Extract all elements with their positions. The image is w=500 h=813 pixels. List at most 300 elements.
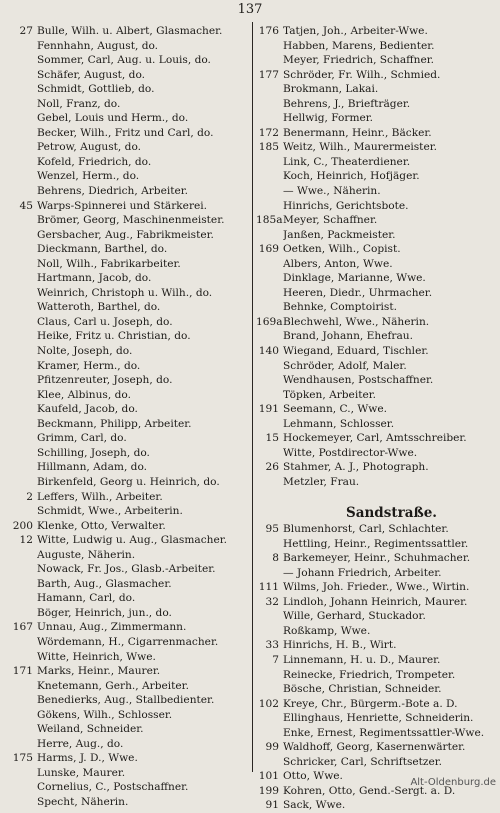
resident-text: Dieckmann, Barthel, do. xyxy=(37,243,168,256)
house-number xyxy=(256,475,283,490)
house-number xyxy=(0,795,37,810)
house-number xyxy=(256,417,283,432)
street-name: Sandstraße. xyxy=(346,505,437,522)
house-number xyxy=(0,475,37,490)
house-number: 91 xyxy=(265,799,279,812)
house-number xyxy=(256,668,283,683)
directory-entry xyxy=(256,402,500,417)
directory-entry xyxy=(256,653,500,668)
house-number: 27 xyxy=(19,25,33,37)
directory-entry xyxy=(256,697,500,712)
directory-entry xyxy=(256,111,500,126)
directory-entry xyxy=(0,242,252,257)
resident-text: Auguste, Näherin. xyxy=(37,548,136,561)
house-number xyxy=(256,53,283,68)
directory-entry xyxy=(0,766,252,781)
house-number xyxy=(0,402,37,417)
directory-entry xyxy=(256,271,500,286)
directory-entry xyxy=(0,228,252,243)
directory-entry xyxy=(0,126,252,141)
directory-entry xyxy=(256,755,500,770)
resident-text: Otto, Wwe. xyxy=(283,770,343,783)
directory-entry xyxy=(256,329,500,344)
directory-entry xyxy=(256,53,500,68)
resident-text: Meyer, Friedrich, Schaffner. xyxy=(283,54,435,67)
resident-text: Hillmann, Adam, do. xyxy=(37,461,148,474)
resident-text: Sommer, Carl, Aug. u. Louis, do. xyxy=(37,54,211,67)
resident-text: Metzler, Frau. xyxy=(283,475,360,488)
resident-text: Klee, Albinus, do. xyxy=(37,388,131,401)
house-number xyxy=(0,315,37,330)
house-number: 101 xyxy=(258,770,279,783)
house-number xyxy=(0,562,37,577)
resident-text: Becker, Wilh., Fritz und Carl, do. xyxy=(37,126,214,139)
resident-text: Dinklage, Marianne, Wwe. xyxy=(283,272,426,285)
resident-text: — Wwe., Näherin. xyxy=(283,185,381,198)
resident-text: Nowack, Fr. Jos., Glasb.-Arbeiter. xyxy=(37,563,216,576)
directory-entry xyxy=(0,780,252,795)
directory-entry xyxy=(0,737,252,752)
resident-text: Weinrich, Christoph u. Wilh., do. xyxy=(37,286,213,299)
directory-entry xyxy=(256,39,500,54)
directory-entry xyxy=(0,184,252,199)
directory-entry xyxy=(256,388,500,403)
directory-entry xyxy=(0,68,252,83)
resident-text: Schmidt, Gottlieb, do. xyxy=(37,83,155,96)
house-number xyxy=(256,388,283,403)
resident-text: Schricker, Carl, Schriftsetzer. xyxy=(283,755,443,768)
resident-text: Marks, Heinr., Maurer. xyxy=(37,665,161,678)
directory-entry xyxy=(0,475,252,490)
resident-text: Beckmann, Philipp, Arbeiter. xyxy=(37,417,192,430)
directory-entry xyxy=(0,402,252,417)
resident-text: Birkenfeld, Georg u. Heinrich, do. xyxy=(37,475,220,488)
house-number xyxy=(256,359,283,374)
house-number xyxy=(0,635,37,650)
directory-entry xyxy=(0,620,252,635)
directory-entry xyxy=(0,650,252,665)
directory-entry xyxy=(256,199,500,214)
house-number xyxy=(256,82,283,97)
house-number xyxy=(0,97,37,112)
resident-text: Böger, Heinrich, jun., do. xyxy=(37,606,172,619)
house-number xyxy=(0,606,37,621)
house-number xyxy=(256,300,283,315)
resident-text: Noll, Franz, do. xyxy=(37,97,121,110)
house-number xyxy=(256,711,283,726)
directory-entry xyxy=(0,562,252,577)
watermark: Alt-Oldenburg.de xyxy=(410,777,496,788)
directory-entry xyxy=(0,679,252,694)
house-number xyxy=(256,257,283,272)
house-number xyxy=(256,446,283,461)
directory-entry xyxy=(0,548,252,563)
house-number xyxy=(0,417,37,432)
resident-text: Enke, Ernest, Regimentssattler-Wwe. xyxy=(283,726,485,739)
house-number xyxy=(0,650,37,665)
house-number xyxy=(0,504,37,519)
house-number xyxy=(0,359,37,374)
resident-text: Barth, Aug., Glasmacher. xyxy=(37,577,172,590)
house-number: 15 xyxy=(265,432,279,445)
house-number xyxy=(0,693,37,708)
house-number xyxy=(0,82,37,97)
resident-text: Hinrichs, H. B., Wirt. xyxy=(283,639,397,652)
house-number xyxy=(0,548,37,563)
directory-entry xyxy=(256,446,500,461)
resident-text: — Johann Friedrich, Arbeiter. xyxy=(283,566,442,579)
directory-entry xyxy=(256,566,500,581)
resident-text: Wenzel, Herm., do. xyxy=(37,170,140,183)
directory-entry xyxy=(256,490,500,505)
resident-text: Benedierks, Aug., Stallbedienter. xyxy=(37,694,215,707)
house-number xyxy=(0,679,37,694)
street-heading xyxy=(256,504,500,522)
house-number: 172 xyxy=(258,126,279,139)
house-number xyxy=(0,68,37,83)
resident-text: Lehmann, Schlosser. xyxy=(283,417,395,430)
house-number: 26 xyxy=(265,461,279,474)
resident-text: Specht, Näherin. xyxy=(37,795,129,808)
directory-entry xyxy=(0,329,252,344)
directory-entry xyxy=(0,24,252,39)
resident-text: Heike, Fritz u. Christian, do. xyxy=(37,330,191,343)
resident-text: Tatjen, Joh., Arbeiter-Wwe. xyxy=(283,25,428,37)
house-number xyxy=(256,155,283,170)
resident-text: Nolte, Joseph, do. xyxy=(37,345,133,358)
directory-entry xyxy=(256,595,500,610)
resident-text: Blechwehl, Wwe., Näherin. xyxy=(283,315,430,328)
house-number xyxy=(256,329,283,344)
directory-entry xyxy=(0,591,252,606)
house-number xyxy=(0,140,37,155)
directory-entry xyxy=(0,213,252,228)
resident-text: Herre, Aug., do. xyxy=(37,737,124,750)
column-divider xyxy=(252,22,253,772)
directory-entry xyxy=(256,417,500,432)
directory-entry xyxy=(256,475,500,490)
directory-entry xyxy=(256,580,500,595)
house-number xyxy=(256,537,283,552)
resident-text: Brand, Johann, Ehefrau. xyxy=(283,330,413,343)
house-number xyxy=(0,577,37,592)
resident-text: Ellinghaus, Henriette, Schneiderin. xyxy=(283,712,474,725)
resident-text: Habben, Marens, Bedienter. xyxy=(283,39,435,52)
resident-text: Janßen, Packmeister. xyxy=(283,228,396,241)
house-number: 175 xyxy=(12,752,33,765)
house-number: 191 xyxy=(258,403,279,416)
house-number xyxy=(0,737,37,752)
directory-entry xyxy=(0,795,252,810)
house-number xyxy=(0,591,37,606)
house-number xyxy=(0,53,37,68)
house-number: 111 xyxy=(258,581,279,594)
directory-entry xyxy=(256,155,500,170)
resident-text: Watteroth, Barthel, do. xyxy=(37,301,161,314)
house-number xyxy=(256,755,283,770)
directory-entry xyxy=(256,522,500,537)
resident-text: Wilms, Joh. Frieder., Wwe., Wirtin. xyxy=(283,581,470,594)
directory-entry xyxy=(256,184,500,199)
directory-entry xyxy=(0,315,252,330)
directory-entry xyxy=(256,460,500,475)
directory-entry xyxy=(0,708,252,723)
resident-text: Bösche, Christian, Schneider. xyxy=(283,683,442,696)
resident-text: Behrens, Diedrich, Arbeiter. xyxy=(37,185,189,198)
house-number xyxy=(256,184,283,199)
house-number xyxy=(0,242,37,257)
resident-text: Pfitzenreuter, Joseph, do. xyxy=(37,374,173,387)
house-number xyxy=(0,155,37,170)
resident-text: Stahmer, A. J., Photograph. xyxy=(283,461,429,474)
directory-entry xyxy=(0,519,252,534)
directory-entry xyxy=(0,111,252,126)
resident-text: Wendhausen, Postschaffner. xyxy=(283,374,434,387)
resident-text: Lunske, Maurer. xyxy=(37,766,126,779)
directory-entry xyxy=(256,82,500,97)
directory-entry xyxy=(256,242,500,257)
resident-text: Schröder, Adolf, Maler. xyxy=(283,359,407,372)
directory-entry xyxy=(256,551,500,566)
resident-text: Blumenhorst, Carl, Schlachter. xyxy=(283,523,449,536)
house-number xyxy=(0,169,37,184)
directory-entry xyxy=(0,155,252,170)
resident-text: Hellwig, Former. xyxy=(283,112,374,125)
left-column xyxy=(0,24,252,810)
house-number xyxy=(256,111,283,126)
house-number xyxy=(0,766,37,781)
directory-entry xyxy=(0,373,252,388)
resident-text: Bulle, Wilh. u. Albert, Glasmacher. xyxy=(37,25,223,37)
house-number xyxy=(0,228,37,243)
resident-text: Knetemann, Gerh., Arbeiter. xyxy=(37,679,189,692)
resident-text: Gökens, Wilh., Schlosser. xyxy=(37,708,173,721)
directory-entry xyxy=(0,533,252,548)
right-column xyxy=(256,24,500,813)
house-number xyxy=(0,329,37,344)
directory-entry xyxy=(0,140,252,155)
house-number: 12 xyxy=(19,534,33,547)
directory-entry xyxy=(256,286,500,301)
house-number: 199 xyxy=(258,784,279,797)
house-number: 7 xyxy=(272,653,279,666)
directory-entry xyxy=(0,388,252,403)
resident-text: Kramer, Herm., do. xyxy=(37,359,141,372)
resident-text: Unnau, Aug., Zimmermann. xyxy=(37,621,187,634)
resident-text: Reinecke, Friedrich, Trompeter. xyxy=(283,668,456,681)
resident-text: Behrens, J., Briefträger. xyxy=(283,97,411,110)
house-number xyxy=(256,39,283,54)
page-number: 137 xyxy=(237,2,263,17)
resident-text: Lindloh, Johann Heinrich, Maurer. xyxy=(283,595,468,608)
resident-text: Albers, Anton, Wwe. xyxy=(283,257,393,270)
directory-entry xyxy=(0,722,252,737)
directory-entry xyxy=(256,68,500,83)
resident-text: Töpken, Arbeiter. xyxy=(283,388,377,401)
resident-text: Weiland, Schneider. xyxy=(37,723,144,736)
directory-entry xyxy=(0,257,252,272)
directory-entry xyxy=(0,39,252,54)
directory-entry xyxy=(256,344,500,359)
resident-text: Meyer, Schaffner. xyxy=(283,214,378,227)
directory-entry xyxy=(0,635,252,650)
resident-text: Fennhahn, August, do. xyxy=(37,39,159,52)
resident-text: Oetken, Wilh., Copist. xyxy=(283,243,401,256)
house-number xyxy=(256,682,283,697)
house-number: 32 xyxy=(265,595,279,608)
house-number xyxy=(256,490,283,505)
directory-entry xyxy=(256,638,500,653)
directory-entry xyxy=(0,344,252,359)
resident-text: Kaufeld, Jacob, do. xyxy=(37,403,138,416)
house-number: 99 xyxy=(265,741,279,754)
house-number xyxy=(256,373,283,388)
resident-text: Kohren, Otto, Gend.-Sergt. a. D. xyxy=(283,784,456,797)
directory-entry xyxy=(0,53,252,68)
directory-entry xyxy=(0,199,252,214)
house-number xyxy=(0,126,37,141)
directory-entry xyxy=(256,609,500,624)
resident-text: Klenke, Otto, Verwalter. xyxy=(37,519,166,532)
house-number xyxy=(0,373,37,388)
resident-text: Wille, Gerhard, Stuckador. xyxy=(283,610,426,623)
directory-entry xyxy=(256,373,500,388)
house-number: 33 xyxy=(265,639,279,652)
resident-text: Kofeld, Friedrich, do. xyxy=(37,155,152,168)
directory-entry xyxy=(0,606,252,621)
house-number xyxy=(256,199,283,214)
resident-text: Gebel, Louis und Herm., do. xyxy=(37,112,189,125)
resident-text: Petrow, August, do. xyxy=(37,141,142,154)
resident-text: Waldhoff, Georg, Kasernenwärter. xyxy=(283,741,466,754)
house-number: 176 xyxy=(258,25,279,37)
directory-entry xyxy=(0,664,252,679)
directory-entry xyxy=(0,359,252,374)
resident-text: Hettling, Heinr., Regimentssattler. xyxy=(283,537,469,550)
house-number xyxy=(256,286,283,301)
resident-text: Witte, Postdirector-Wwe. xyxy=(283,446,418,459)
resident-text: Roßkamp, Wwe. xyxy=(283,624,371,637)
directory-entry xyxy=(256,537,500,552)
directory-entry xyxy=(0,693,252,708)
house-number xyxy=(0,300,37,315)
directory-entry xyxy=(256,359,500,374)
resident-text: Schilling, Joseph, do. xyxy=(37,446,150,459)
house-number xyxy=(0,388,37,403)
directory-entry xyxy=(256,624,500,639)
resident-text: Sack, Wwe. xyxy=(283,799,346,812)
house-number xyxy=(0,446,37,461)
house-number: 45 xyxy=(19,199,33,212)
resident-text: Gersbacher, Aug., Fabrikmeister. xyxy=(37,228,214,241)
directory-entry xyxy=(0,82,252,97)
resident-text: Linnemann, H. u. D., Maurer. xyxy=(283,653,441,666)
resident-text: Grimm, Carl, do. xyxy=(37,432,127,445)
directory-entry xyxy=(0,300,252,315)
house-number xyxy=(0,722,37,737)
directory-entry xyxy=(256,798,500,813)
directory-entry xyxy=(256,682,500,697)
directory-entry xyxy=(0,271,252,286)
house-number xyxy=(0,780,37,795)
resident-text: Claus, Carl u. Joseph, do. xyxy=(37,315,173,328)
house-number xyxy=(0,708,37,723)
resident-text: Cornelius, C., Postschaffner. xyxy=(37,781,189,794)
directory-entry xyxy=(256,24,500,39)
house-number xyxy=(256,726,283,741)
directory-entry xyxy=(0,431,252,446)
directory-entry xyxy=(0,417,252,432)
directory-entry xyxy=(256,97,500,112)
house-number xyxy=(0,271,37,286)
directory-entry xyxy=(0,97,252,112)
house-number xyxy=(0,286,37,301)
house-number: 185 xyxy=(258,141,279,154)
resident-text: Koch, Heinrich, Hofjäger. xyxy=(283,170,420,183)
house-number: 171 xyxy=(12,665,33,678)
directory-entry xyxy=(0,504,252,519)
house-number xyxy=(256,504,283,522)
house-number: 169 xyxy=(258,243,279,256)
house-number: 95 xyxy=(265,523,279,536)
house-number: 177 xyxy=(258,68,279,81)
resident-text: Warps-Spinnerei und Stärkerei. xyxy=(37,199,208,212)
resident-text: Brokmann, Lakai. xyxy=(283,83,379,96)
house-number: 8 xyxy=(272,552,279,565)
resident-text: Schröder, Fr. Wilh., Schmied. xyxy=(283,68,441,81)
directory-entry xyxy=(256,668,500,683)
house-number xyxy=(256,609,283,624)
resident-text: Seemann, C., Wwe. xyxy=(283,403,387,416)
resident-text: Schäfer, August, do. xyxy=(37,68,146,81)
resident-text: Kreye, Chr., Bürgerm.-Bote a. D. xyxy=(283,697,458,710)
directory-entry xyxy=(0,490,252,505)
directory-entry xyxy=(256,726,500,741)
resident-text xyxy=(283,490,500,505)
resident-text: Weitz, Wilh., Maurermeister. xyxy=(283,141,437,154)
resident-text: Hartmann, Jacob, do. xyxy=(37,272,152,285)
resident-text: Witte, Ludwig u. Aug., Glasmacher. xyxy=(37,534,228,547)
house-number: 102 xyxy=(258,697,279,710)
house-number: 2 xyxy=(26,490,33,503)
resident-text: Brömer, Georg, Maschinenmeister. xyxy=(37,214,225,227)
house-number xyxy=(256,566,283,581)
directory-entry xyxy=(0,286,252,301)
directory-entry xyxy=(0,446,252,461)
directory-entry xyxy=(0,751,252,766)
directory-entry xyxy=(256,300,500,315)
resident-text: Leffers, Wilh., Arbeiter. xyxy=(37,490,163,503)
house-number xyxy=(256,271,283,286)
house-number xyxy=(0,184,37,199)
resident-text: Hinrichs, Gerichtsbote. xyxy=(283,199,409,212)
directory-entry xyxy=(256,228,500,243)
house-number: 140 xyxy=(258,345,279,358)
house-number xyxy=(0,111,37,126)
directory-entry xyxy=(0,577,252,592)
directory-entry xyxy=(0,169,252,184)
directory-entry xyxy=(256,213,500,228)
directory-entry xyxy=(256,169,500,184)
directory-entry xyxy=(256,257,500,272)
directory-entry xyxy=(256,431,500,446)
resident-text: Behnke, Comptoirist. xyxy=(283,301,397,314)
resident-text: Noll, Wilh., Fabrikarbeiter. xyxy=(37,257,181,270)
resident-text: Hamann, Carl, do. xyxy=(37,592,136,605)
house-number: 185a xyxy=(256,214,283,227)
resident-text: Witte, Heinrich, Wwe. xyxy=(37,650,156,663)
resident-text: Barkemeyer, Heinr., Schuhmacher. xyxy=(283,552,471,565)
